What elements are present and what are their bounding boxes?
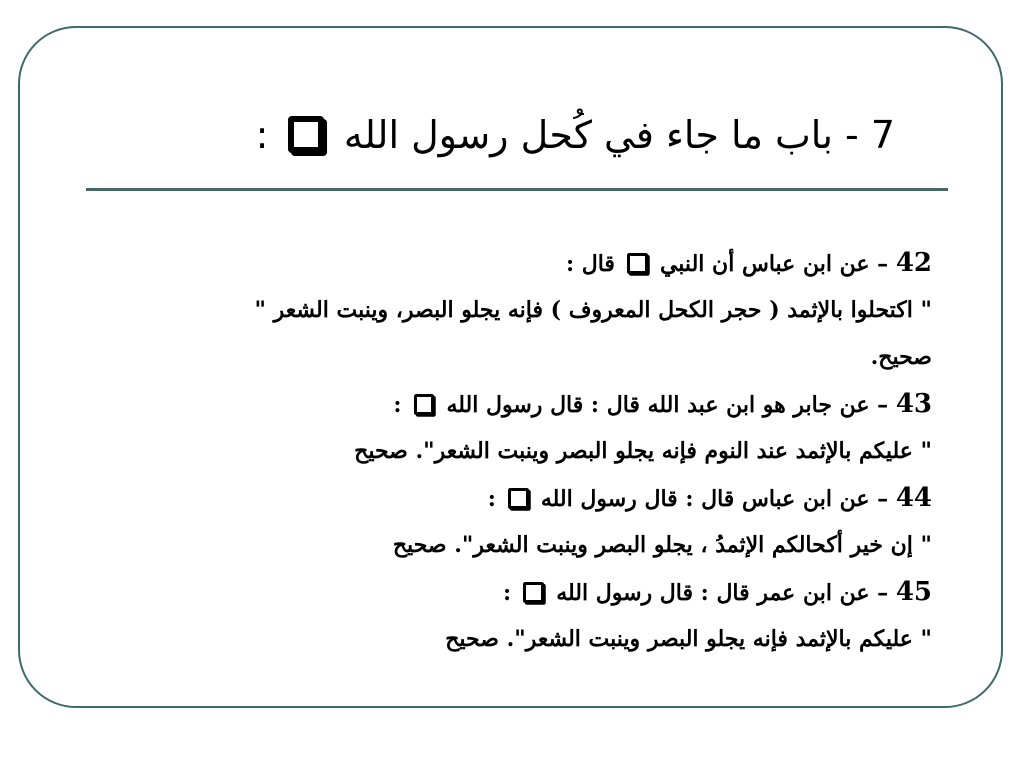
hadith-43-header	[100, 381, 932, 428]
hadith-narration: – عن جابر هو ابن عبد الله قال : قال رسول الله	[446, 392, 889, 418]
box-icon	[508, 488, 529, 509]
hadith-number: 42	[895, 248, 932, 278]
hadith-list	[100, 240, 932, 663]
hadith-narration: – عن ابن عباس أن النبي	[659, 251, 889, 277]
hadith-42-text: " اكتحلوا بالإثمد ( حجر الكحل المعروف ) فإنه يجلو البصر، وينبت الشعر "	[254, 297, 932, 323]
hadith-narration-end: :	[503, 580, 512, 606]
box-icon	[523, 582, 544, 603]
box-icon	[627, 253, 648, 274]
box-icon	[414, 394, 435, 415]
hadith-43-text: " عليكم بالإثمد عند النوم فإنه يجلو البصر وينبت الشعر". صحيح	[354, 438, 932, 464]
hadith-narration: – عن ابن عباس قال : قال رسول الله	[540, 486, 889, 512]
hadith-number: 44	[895, 483, 932, 513]
hadith-narration-end: :	[487, 486, 496, 512]
hadith-44-header	[100, 475, 932, 522]
hadith-45-header	[100, 569, 932, 616]
slide-title	[150, 100, 895, 170]
hadith-number: 45	[895, 577, 932, 607]
title-colon: :	[255, 113, 269, 157]
hadith-44-text: " إن خير أكحالكم الإثمدُ ، يجلو البصر وينبت الشعر". صحيح	[392, 532, 932, 558]
hadith-45-text: " عليكم بالإثمد فإنه يجلو البصر وينبت الشعر". صحيح	[445, 626, 932, 652]
hadith-narration-end: قال :	[565, 251, 615, 277]
title-text: 7 - باب ما جاء في كُحل رسول الله	[343, 113, 895, 157]
hadith-narration-end: :	[393, 392, 402, 418]
hadith-42-header	[100, 240, 932, 287]
hadith-42-grade: صحيح.	[870, 344, 932, 370]
box-icon	[288, 116, 324, 152]
title-divider	[86, 188, 948, 191]
hadith-narration: – عن ابن عمر قال : قال رسول الله	[556, 580, 889, 606]
hadith-number: 43	[895, 389, 932, 419]
